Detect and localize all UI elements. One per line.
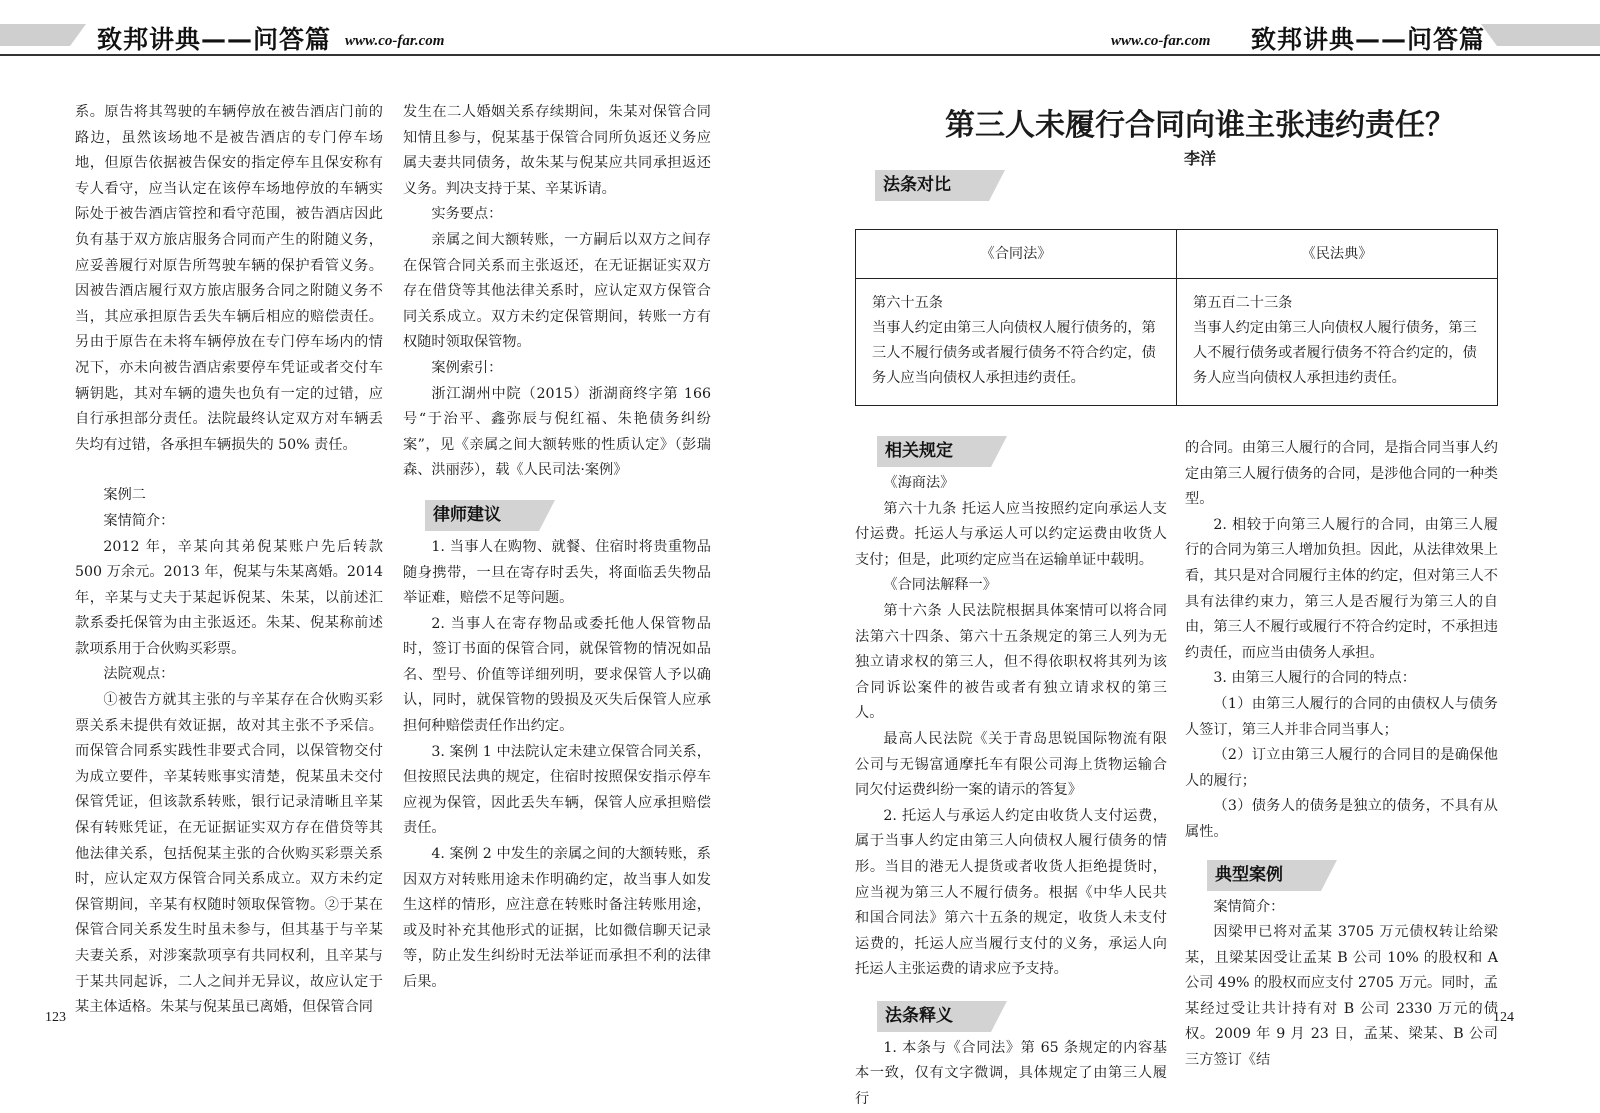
case-label: 案例二 xyxy=(103,487,146,504)
paragraph: 发生在二人婚姻关系存续期间，朱某对保管合同知情且参与，倪某基于保管合同所负返还义务应属夫妻共同债务，故朱某与倪某应共同承担返还义务。判决支持于某、辛某诉请。 xyxy=(403,104,711,197)
section-label: 案情简介： xyxy=(1213,898,1285,915)
paragraph: 1. 本条与《合同法》第 65 条规定的内容基本一致，仅有文字微调，具体规定了由第三人履行 xyxy=(855,1039,1167,1108)
paragraph: ①被告方就其主张的与辛某存在合伙购买彩票关系未提供有效证据，故对其主张不予采信。而保管合同系实践性非要式合同，以保管物交付为成立要件，辛某转账事实清楚，倪某虽未交付保管凭证，但该款系转账，银行记录清晰且辛某保有转账凭证，在无证据证实双方存在借贷等其他法律关系，包括倪某主张的合伙购买彩票关系时，应认定双方保管合同关系成立。双方未约定保管期间，辛某有权随时领取保管物。②于某在保管合同关系发生时虽未参与，但其基于与辛某夫妻关系，对涉案款项享有共同权利，且辛某与于某共同起诉，二人之间并无异议，故应认定于某主体适格。朱某与倪某虽已离婚，但保管合同 xyxy=(75,692,383,1016)
paragraph: 3. 由第三人履行的合同的特点： xyxy=(1213,670,1416,687)
header-url: www.co-far.com xyxy=(1111,33,1211,49)
header-rule xyxy=(800,54,1600,56)
paragraph: 2. 相较于向第三人履行的合同，由第三人履行的合同为第三人增加负担。因此，从法律效果上看，其只是对合同履行主体的约定，但对第三人不具有法律约束力，第三人是否履行为第三人的自由，第三人不履行或履行不符合约定时，不承担违约责任，而应当由债务人承担。 xyxy=(1185,516,1498,661)
paragraph: 2012 年，辛某向其弟倪某账户先后转款 500 万余元。2013 年，倪某与朱某离婚。2014 年，辛某与丈夫于某起诉倪某、朱某，以前述汇款系委托保管为由主张返还。朱某、倪某称前述款项系用于合伙购买彩票。 xyxy=(75,538,383,657)
paragraph: 最高人民法院《关于青岛思锐国际物流有限公司与无锡富通摩托车有限公司海上货物运输合同欠付运费纠纷一案的请示的答复》 xyxy=(855,730,1167,799)
section-heading-compare: 法条对比 xyxy=(875,170,989,201)
article-text: 当事人约定由第三人向债权人履行债务的，第三人不履行债务或者履行债务不符合约定，债务人应当向债权人承担违约责任。 xyxy=(872,320,1156,386)
paragraph: 亲属之间大额转账，一方嗣后以双方之间存在保管合同关系而主张返还，在无证据证实双方存在借贷等其他法律关系时，应认定双方保管合同关系成立。双方未约定保管期间，转账一方有权随时领取保管物。 xyxy=(403,231,711,351)
paragraph: 第六十九条 托运人应当按照约定向承运人支付运费。托运人与承运人可以约定运费由收货人支付；但是，此项约定应当在运输单证中载明。 xyxy=(855,500,1167,568)
paragraph: 系。原告将其驾驶的车辆停放在被告酒店门前的路边，虽然该场地不是被告酒店的专门停车场地，但原告依据被告保安的指定停车且保安称有专人看守，应当认定在该停车场地停放的车辆实际处于被告酒店管控和看守范围，被告酒店因此负有基于双方旅店服务合同而产生的附随义务，应妥善履行对原告所驾驶车辆的保护看管义务。因被告酒店履行双方旅店服务合同之附随义务不当，其应承担原告丢失车辆后相应的赔偿责任。另由于原告在未将车辆停放在专门停车场内的情况下，亦未向被告酒店索要停车凭证或者交付车辆钥匙，其对车辆的遗失也负有一定的过错，应自行承担部分责任。法院最终认定双方对车辆丢失均有过错，各承担车辆损失的 50% 责任。 xyxy=(75,104,383,453)
table-cell xyxy=(1177,279,1498,406)
section-heading-related: 相关规定 xyxy=(877,436,991,467)
table-header-cell: 《民法典》 xyxy=(1177,230,1498,279)
section-label: 案情简介： xyxy=(103,512,175,529)
paragraph: 2. 托运人与承运人约定由收货人支付运费，属于当事人约定由第三人向债权人履行债务的情形。当目的港无人提货或者收货人拒绝提货时，应当视为第三人不履行债务。根据《中华人民共和国合同法》第六十五条的规定，收货人未支付运费的，托运人应当履行支付的义务，承运人向托运人主张运费的请求应予支持。 xyxy=(855,807,1167,978)
paragraph: 浙江湖州中院（2015）浙湖商终字第 166 号“于治平、鑫弥辰与倪红福、朱艳债务纠纷案”，见《亲属之间大额转账的性质认定》（彭瑞森、洪丽莎），载《人民司法·案例》 xyxy=(403,385,711,479)
header-band xyxy=(1497,24,1600,46)
section-label: 实务要点： xyxy=(431,206,503,223)
comparison-table xyxy=(855,229,1498,406)
table-header-cell: 《合同法》 xyxy=(856,230,1177,279)
right-column-2 xyxy=(1185,436,1498,1074)
article-title: 第三人未履行合同向谁主张违约责任？ xyxy=(945,108,1455,143)
advice-item: 1. 当事人在购物、就餐、住宿时将贵重物品随身携带，一旦在寄存时丢失，将面临丢失物品举证难，赔偿不足等问题。 xyxy=(403,538,711,607)
article-text: 当事人约定由第三人向债权人履行债务，第三人不履行债务或者履行债务不符合约定的，债务人应当向债权人承担违约责任。 xyxy=(1193,320,1477,386)
advice-item: 4. 案例 2 中发生的亲属之间的大额转账，系因双方对转账用途未作明确约定，故当事人如发生这样的情形，应注意在转账时备注转账用途，或及时补充其他形式的证据，比如微信聊天记录等，防止发生纠纷时无法举证而承担不利的法律后果。 xyxy=(403,846,711,990)
section-label: 法院观点： xyxy=(103,666,175,683)
page-number: 123 xyxy=(45,1010,66,1025)
table-header-row xyxy=(856,230,1498,279)
article-author: 李洋 xyxy=(1183,149,1216,168)
right-page xyxy=(800,0,1600,1108)
left-page xyxy=(0,0,800,1085)
left-column-1 xyxy=(75,100,383,1021)
law-label: 《合同法解释一》 xyxy=(883,577,997,594)
paragraph: （2）订立由第三人履行的合同目的是确保他人的履行； xyxy=(1185,747,1498,789)
paragraph: （1）由第三人履行的合同的由债权人与债务人签订，第三人并非合同当事人； xyxy=(1185,695,1498,738)
section-label: 案例索引： xyxy=(431,359,503,376)
header-title: 致邦讲典——问答篇 xyxy=(97,25,332,54)
advice-item: 2. 当事人在寄存物品或委托他人保管物品时，签订书面的保管合同，就保管物的情况如品名、型号、价值等详细列明，要求保管人予以确认，同时，就保管物的毁损及灭失后保管人应承担何种赔偿责任作出约定。 xyxy=(403,615,711,735)
paragraph: 的合同。由第三人履行的合同，是指合同当事人约定由第三人履行债务的合同，是涉他合同的一种类型。 xyxy=(1185,440,1498,508)
header-band xyxy=(0,24,70,46)
left-column-2 xyxy=(403,100,711,996)
article-number: 第五百二十三条 xyxy=(1193,295,1293,311)
page-number: 124 xyxy=(1493,1010,1514,1025)
header-url: www.co-far.com xyxy=(345,33,445,49)
right-column-1 xyxy=(855,430,1167,1113)
section-heading-interpretation: 法条释义 xyxy=(877,1001,991,1032)
paragraph: 因梁甲已将对孟某 3705 万元债权转让给梁某，且梁某因受让孟某 B 公司 10% 的股权和 A 公司 49% 的股权而应支付 2705 万元。同时，孟某经过受让共计持有对 B 公司 2330 万元的债权。2009 年 9 月 23 日，孟某、梁某、B 公司三方签订《结 xyxy=(1185,924,1498,1069)
table-row xyxy=(856,279,1498,406)
table-cell xyxy=(856,279,1177,406)
advice-item: 3. 案例 1 中法院认定未建立保管合同关系，但按照民法典的规定，住宿时按照保安指示停车应视为保管，因此丢失车辆，保管人应承担赔偿责任。 xyxy=(403,743,711,837)
section-heading-advice: 律师建议 xyxy=(425,500,539,531)
header-rule xyxy=(0,54,800,56)
paragraph: 第十六条 人民法院根据具体案情可以将合同法第六十四条、第六十五条规定的第三人列为无独立请求权的第三人，但不得依职权将其列为该合同诉讼案件的被告或者有独立请求权的第三人。 xyxy=(855,602,1167,722)
section-heading-case: 典型案例 xyxy=(1207,860,1321,891)
header-title: 致邦讲典——问答篇 xyxy=(1251,25,1486,54)
law-label: 《海商法》 xyxy=(883,475,955,491)
paragraph: （3）债务人的债务是独立的债务，不具有从属性。 xyxy=(1185,798,1498,840)
header-band-tip xyxy=(70,24,86,46)
article-number: 第六十五条 xyxy=(872,295,943,311)
